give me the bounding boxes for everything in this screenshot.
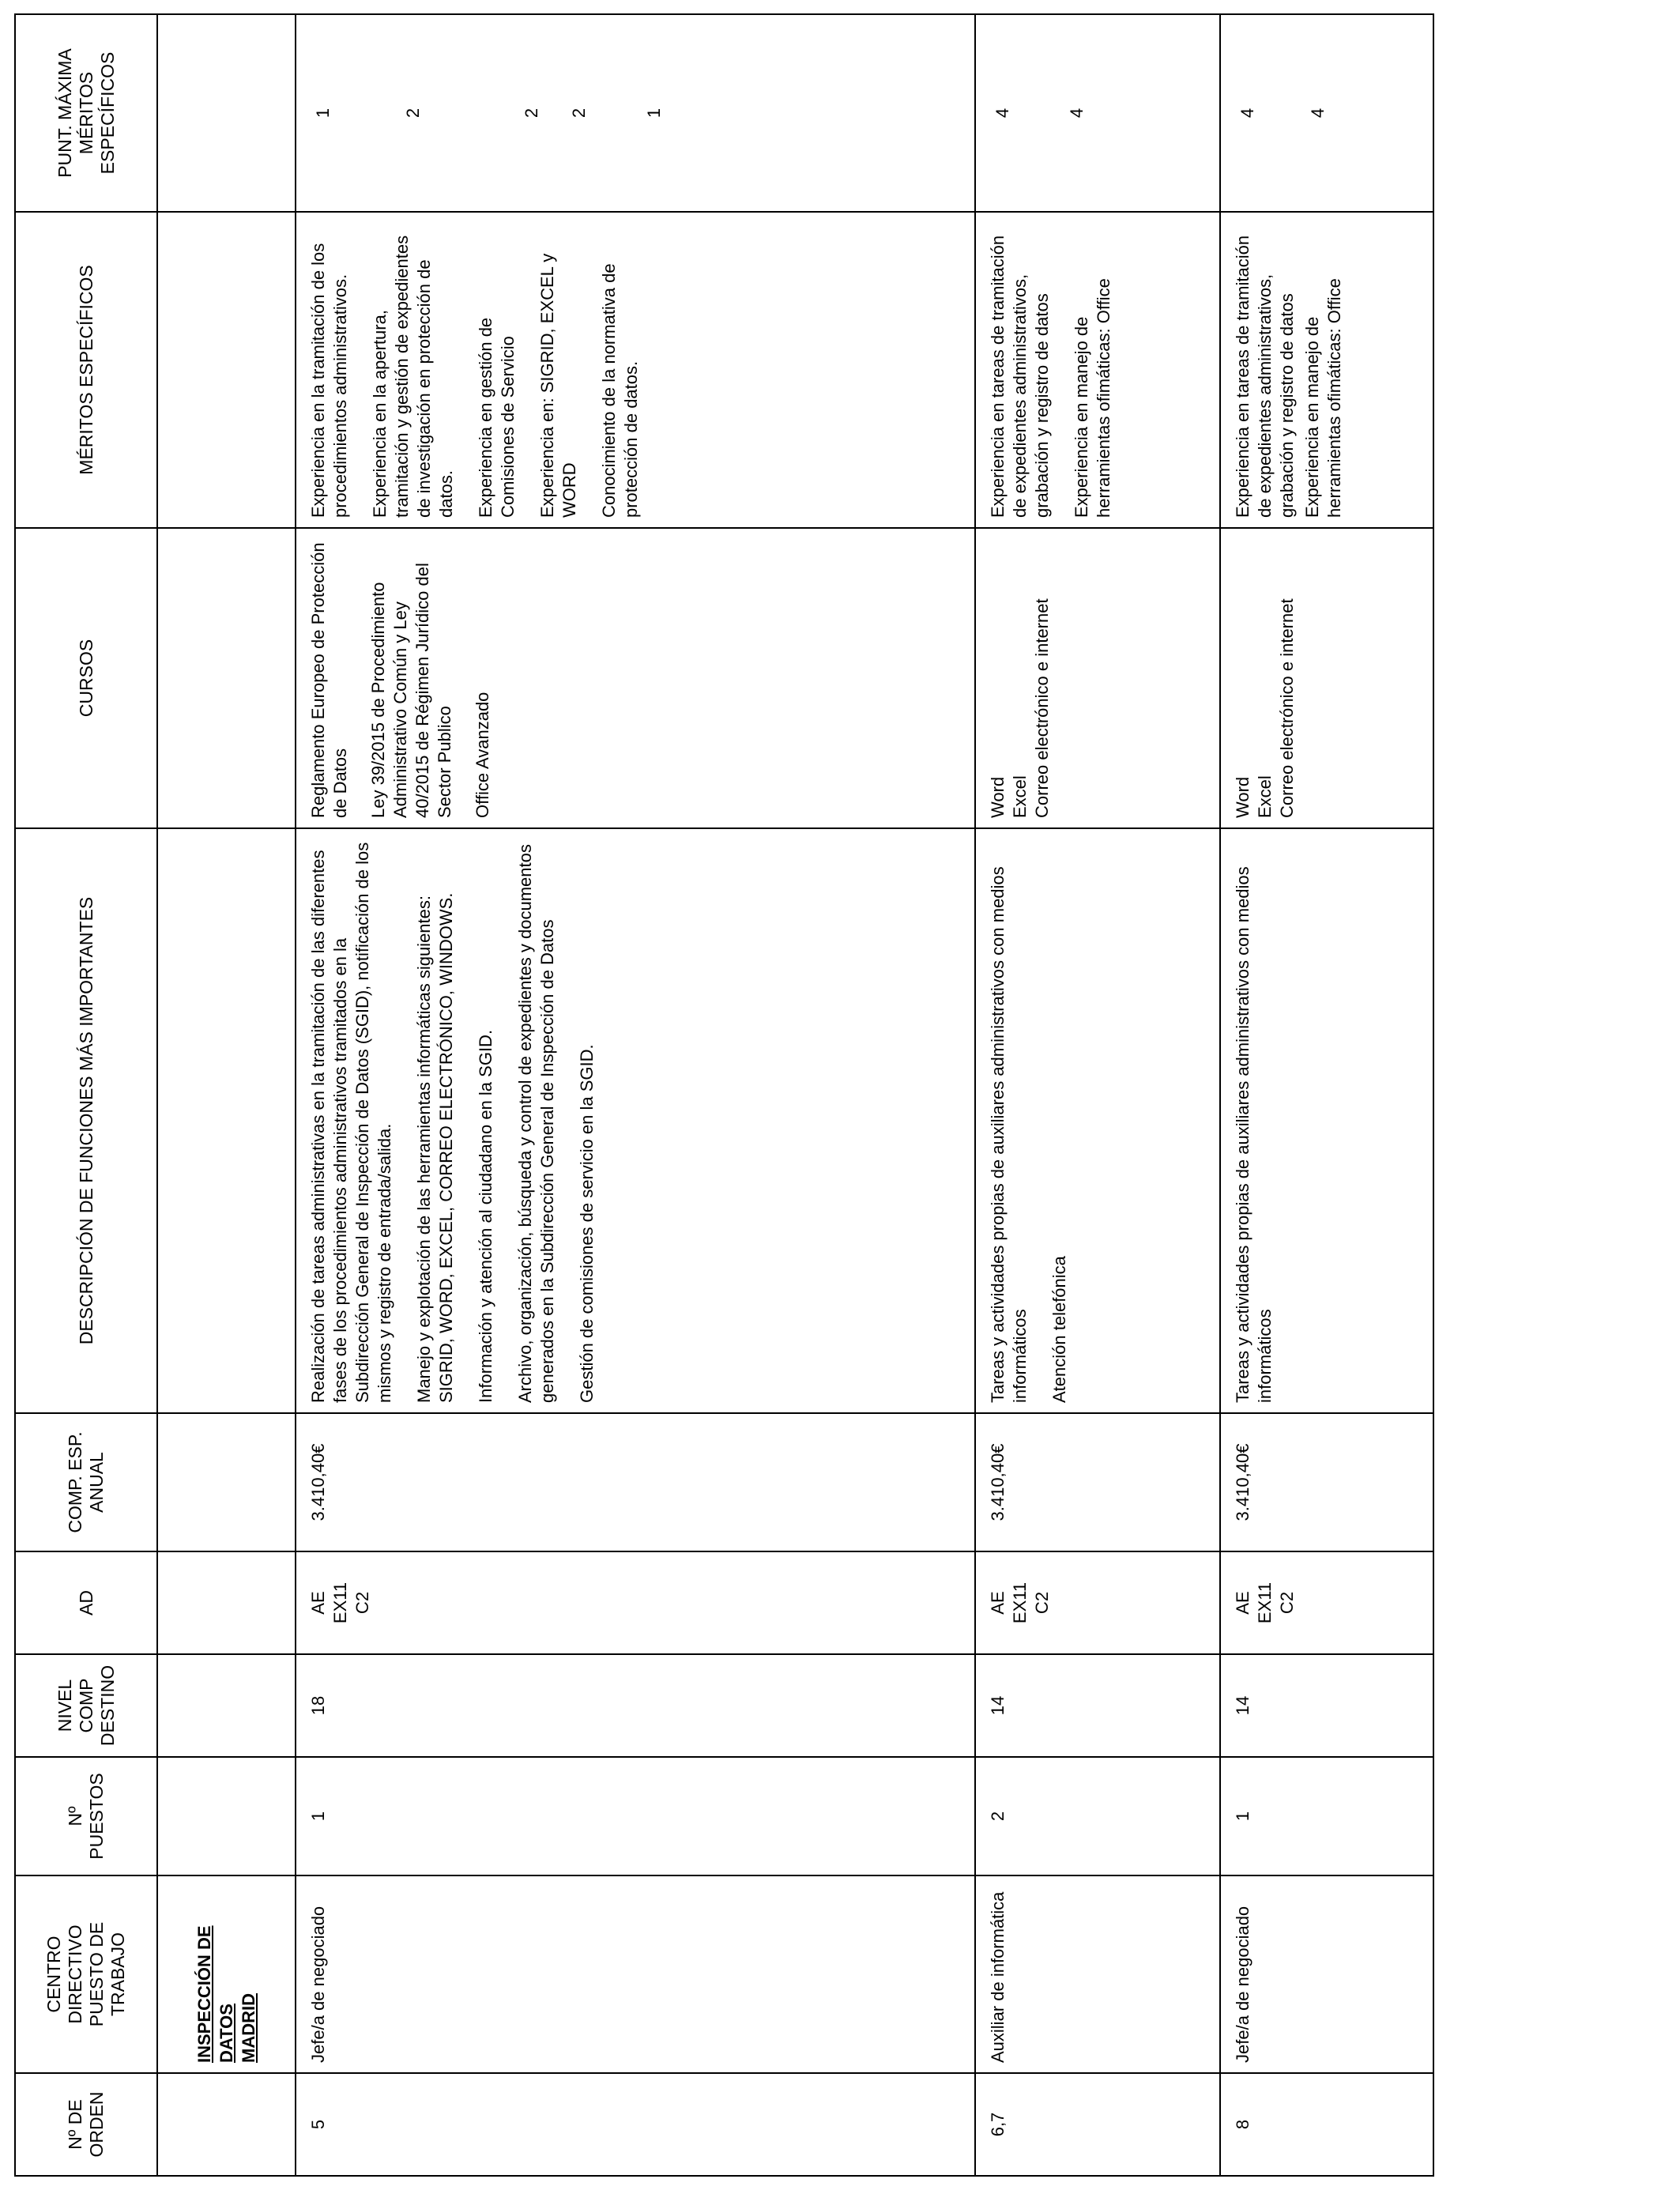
- orden-cell: 6,7: [975, 2073, 1220, 2176]
- merito-item: Experiencia en la apertura, tramitación y gestión de expedientes de investigación en protección de datos.: [370, 235, 456, 518]
- section-title: INSPECCIÓN DE DATOS MADRID: [157, 1875, 296, 2073]
- funcion-item: Manejo y explotación de las herramientas informáticas siguientes: SIGRID, WORD, EXCEL, CORREO ELECTRÓNICO, WINDOWS.: [414, 892, 456, 1403]
- puntos-cell: [975, 14, 1220, 212]
- punto-value: 2: [522, 107, 541, 119]
- cursos-cell: [296, 528, 975, 828]
- meritos-cell: [296, 212, 975, 528]
- nivel-cell: 14: [975, 1654, 1220, 1757]
- curso-item: Correo electrónico e internet: [1032, 598, 1052, 818]
- curso-item: Correo electrónico e internet: [1277, 598, 1297, 818]
- funciones-cell: [1220, 828, 1433, 1413]
- punto-value: 2: [403, 107, 423, 119]
- puntos-cell: [1220, 14, 1433, 212]
- funcion-item: Tareas y actividades propias de auxiliares administrativos con medios informáticos: [988, 866, 1030, 1403]
- cursos-cell: [1220, 528, 1433, 828]
- header-cursos: CURSOS: [15, 528, 157, 828]
- funciones-cell: [296, 828, 975, 1413]
- table-row: [1220, 14, 1433, 2176]
- merito-item: Experiencia en tareas de tramitación de expedientes administrativos, grabación y registro de datos: [988, 235, 1052, 518]
- punto-value: 2: [569, 107, 589, 119]
- puestos-cell: 1: [296, 1757, 975, 1875]
- ad-cell: AE EX11 C2: [975, 1551, 1220, 1654]
- meritos-cell: [1220, 212, 1433, 528]
- table-row: [975, 14, 1220, 2176]
- header-meritos: MÉRITOS ESPECÍFICOS: [15, 212, 157, 528]
- merito-item: Experiencia en manejo de herramientas ofimáticas: Office: [1072, 278, 1113, 518]
- curso-item: Word: [988, 776, 1008, 818]
- header-comp: COMP. ESP. ANUAL: [15, 1413, 157, 1551]
- punto-value: 4: [1067, 107, 1087, 119]
- puestos-cell: 2: [975, 1757, 1220, 1875]
- merito-item: Experiencia en tareas de tramitación de expedientes administrativos, grabación y registro de datos: [1233, 235, 1297, 518]
- funcion-item: Realización de tareas administrativas en la tramitación de las diferentes fases de los procedimientos administrativos tramitados en la Subdirección General de Inspección de Datos (SGID), notificación de los mismos y registro de entrada/salida.: [308, 842, 394, 1403]
- funcion-item: Gestión de comisiones de servicio en la SGID.: [577, 1044, 597, 1403]
- table-row: [296, 14, 975, 2176]
- meritos-cell: [975, 212, 1220, 528]
- header-descripcion: DESCRIPCIÓN DE FUNCIONES MÁS IMPORTANTES: [15, 828, 157, 1413]
- merito-item: Experiencia en la tramitación de los procedimientos administrativos.: [308, 243, 350, 518]
- merito-item: Conocimiento de la normativa de protección de datos.: [599, 263, 641, 518]
- puntos-cell: [296, 14, 975, 212]
- merito-item: Experiencia en manejo de herramientas ofimáticas: Office: [1302, 278, 1344, 518]
- curso-item: Ley 39/2015 de Procedimiento Administrativo Común y Ley 40/2015 de Régimen Jurídico del Sector Publico: [368, 563, 454, 818]
- merito-item: Experiencia en: SIGRID, EXCEL y WORD: [537, 253, 579, 518]
- curso-item: Excel: [1010, 775, 1030, 818]
- merito-item: Experiencia en gestión de Comisiones de Servicio: [476, 317, 518, 518]
- punto-value: 1: [313, 107, 333, 119]
- nivel-cell: 14: [1220, 1654, 1433, 1757]
- punto-value: 4: [1308, 107, 1328, 119]
- ad-cell: AE EX11 C2: [296, 1551, 975, 1654]
- puesto-cell: Jefe/a de negociado: [1220, 1875, 1433, 2073]
- orden-cell: 5: [296, 2073, 975, 2176]
- funcion-item: Tareas y actividades propias de auxiliares administrativos con medios informáticos: [1233, 866, 1275, 1403]
- header-row: [15, 14, 157, 2176]
- header-orden: Nº DE ORDEN: [15, 2073, 157, 2176]
- funcion-item: Información y atención al ciudadano en la SGID.: [476, 1029, 495, 1403]
- puestos-cell: 1: [1220, 1757, 1433, 1875]
- nivel-cell: 18: [296, 1654, 975, 1757]
- puesto-cell: Auxiliar de informática: [975, 1875, 1220, 2073]
- cursos-cell: [975, 528, 1220, 828]
- punto-value: 4: [993, 107, 1012, 119]
- puesto-cell: Jefe/a de negociado: [296, 1875, 975, 2073]
- curso-item: Office Avanzado: [473, 692, 492, 818]
- comp-cell: 3.410,40€: [296, 1413, 975, 1551]
- curso-item: Word: [1233, 776, 1252, 818]
- header-centro: CENTRO DIRECTIVO PUESTO DE TRABAJO: [15, 1875, 157, 2073]
- section-row: [157, 14, 296, 2176]
- curso-item: Excel: [1255, 775, 1275, 818]
- comp-cell: 3.410,40€: [1220, 1413, 1433, 1551]
- positions-table: [14, 13, 1434, 2177]
- header-nivel: NIVEL COMP DESTINO: [15, 1654, 157, 1757]
- punto-value: 4: [1237, 107, 1257, 119]
- funcion-item: Atención telefónica: [1049, 1256, 1069, 1403]
- funcion-item: Archivo, organización, búsqueda y control de expedientes y documentos generados en la Subdirección General de Inspección de Datos: [515, 844, 557, 1403]
- punto-value: 1: [644, 107, 664, 119]
- comp-cell: 3.410,40€: [975, 1413, 1220, 1551]
- header-puntuacion: PUNT. MÁXIMA MÉRITOS ESPECÍFICOS: [15, 14, 157, 212]
- funciones-cell: [975, 828, 1220, 1413]
- orden-cell: 8: [1220, 2073, 1433, 2176]
- header-puestos: Nº PUESTOS: [15, 1757, 157, 1875]
- header-ad: AD: [15, 1551, 157, 1654]
- curso-item: Reglamento Europeo de Protección de Datos: [308, 542, 350, 818]
- ad-cell: AE EX11 C2: [1220, 1551, 1433, 1654]
